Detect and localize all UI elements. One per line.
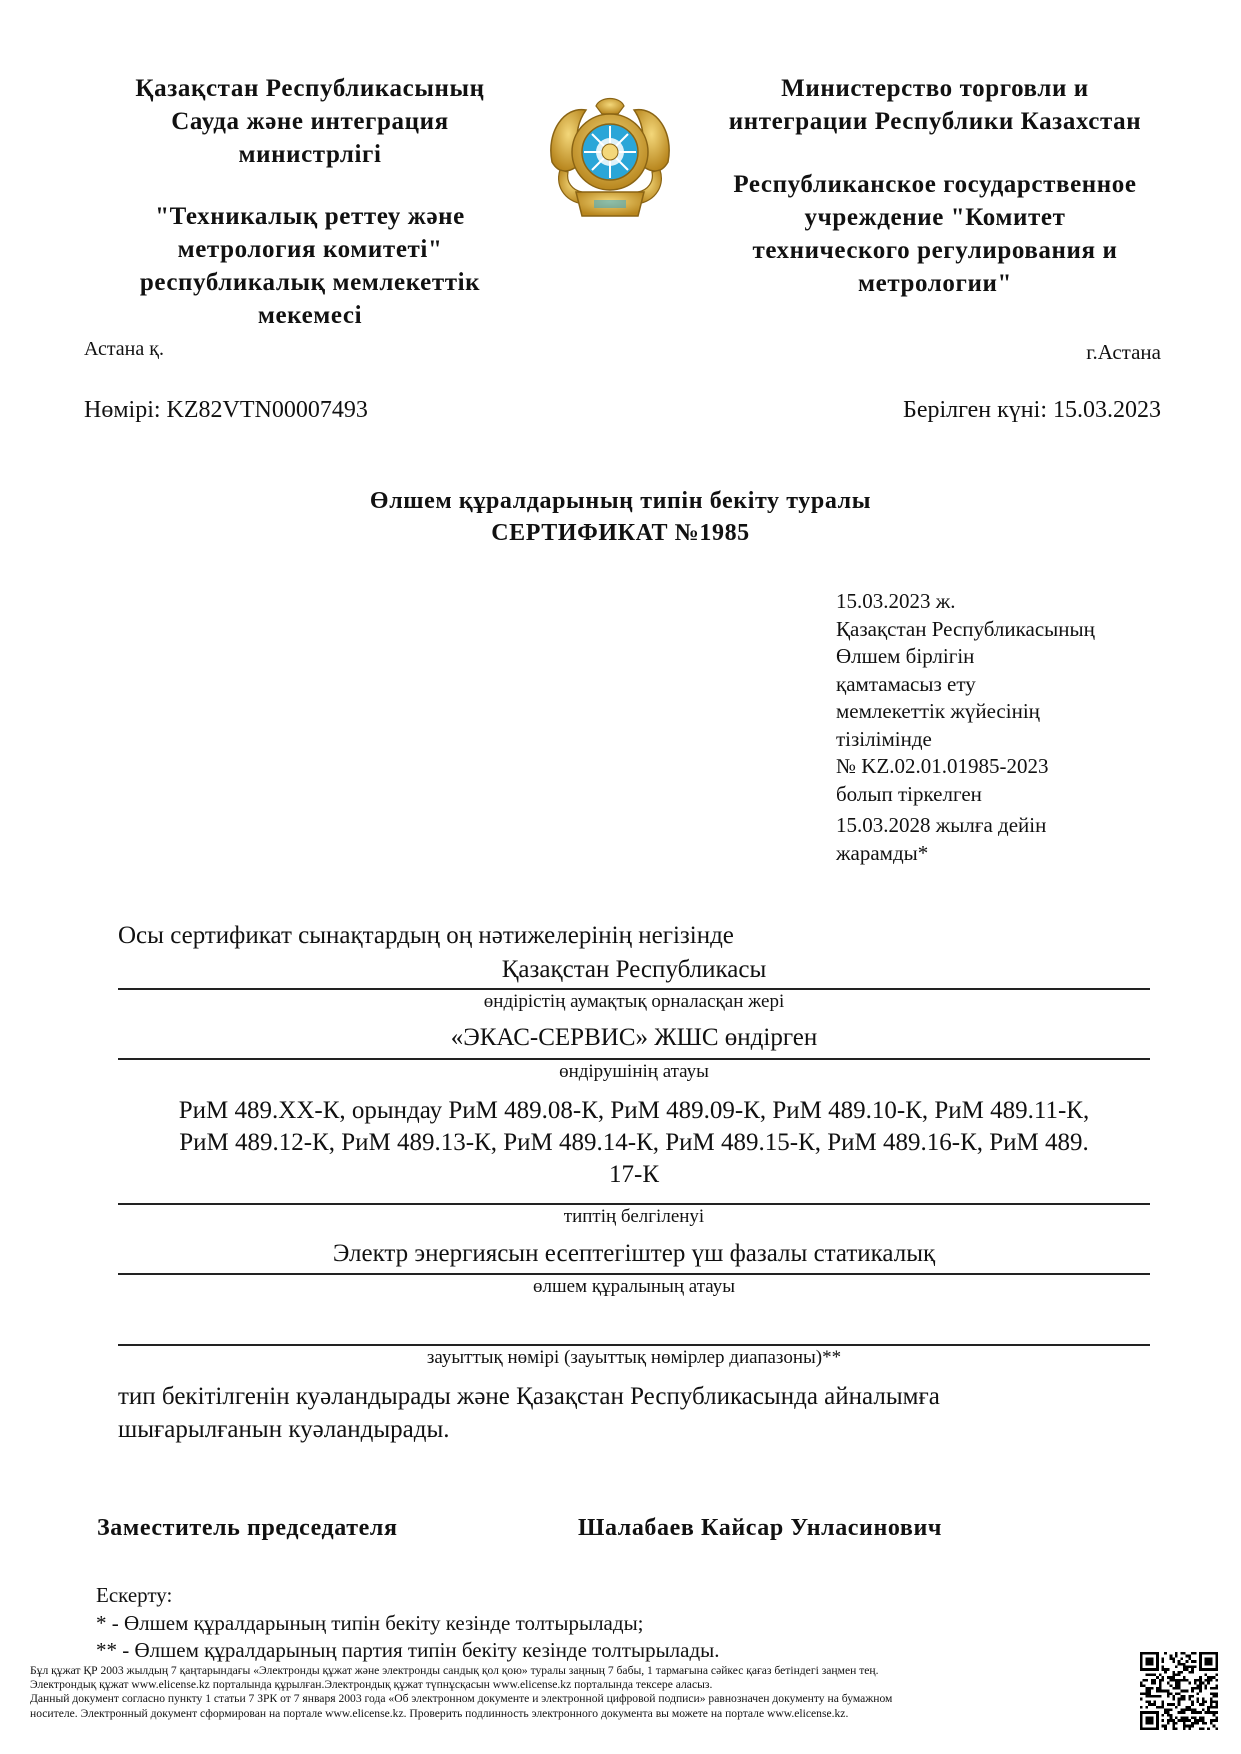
committee-ru-line-3: технического регулирования и bbox=[752, 237, 1118, 264]
serial-underline bbox=[118, 1344, 1150, 1346]
signatory-title: Заместитель председателя bbox=[97, 1515, 398, 1541]
manufacturer-underline bbox=[118, 1058, 1150, 1060]
ministry-ru-line-1: Министерство торговли и bbox=[781, 75, 1089, 102]
serial-caption: зауыттық нөмірі (зауыттық нөмірлер диапазоны)** bbox=[426, 1347, 842, 1368]
type-underline bbox=[118, 1203, 1150, 1205]
instrument-underline bbox=[118, 1273, 1150, 1275]
committee-kz-line-2: метрология комитеті" bbox=[177, 236, 443, 263]
certificate-title: СЕРТИФИКАТ №1985 bbox=[491, 520, 750, 546]
committee-kz-line-4: мекемесі bbox=[257, 302, 363, 329]
ministry-kz-line-2: Сауда және интеграция bbox=[171, 108, 449, 135]
footer-line: Бұл құжат ҚР 2003 жылдың 7 қаңтарындағы «Электронды құжат және электронды сандық қол қою» туралы заңның 7 бабы, 1 тармағына сәйкес қағаз бетіндегі заңмен тең. bbox=[30, 1664, 879, 1677]
header-right bbox=[690, 72, 1180, 300]
footer-line: Электрондық құжат www.elicense.kz порталында құрылған.Электрондық құжат түпнұсқасын www.elicense.kz порталында тексере аласыз. bbox=[30, 1678, 713, 1692]
registration-line: тізілімінде bbox=[836, 726, 932, 751]
manufacturer-value: «ЭКАС-СЕРВИС» ЖШС өндірген bbox=[450, 1024, 818, 1051]
country-underline bbox=[118, 988, 1150, 990]
registration-line: Өлшем бірлігін bbox=[836, 644, 975, 668]
note-item: ** - Өлшем құралдарының партия типін бекіту кезінде толтырылады. bbox=[96, 1638, 720, 1662]
closing-text bbox=[118, 1380, 1118, 1446]
registration-line: 15.03.2023 ж. bbox=[836, 589, 956, 613]
header-left bbox=[90, 72, 530, 332]
document-title: Өлшем құралдарының типін бекіту туралы bbox=[369, 488, 872, 514]
registration-line: № KZ.02.01.01985-2023 bbox=[836, 754, 1049, 778]
city-ru: г.Астана bbox=[1086, 340, 1161, 364]
city-kz: Астана қ. bbox=[84, 338, 164, 360]
committee-ru-line-2: учреждение "Комитет bbox=[804, 204, 1066, 231]
closing-line-2: шығарылғанын куәландырады. bbox=[118, 1416, 450, 1443]
qr-code-icon[interactable] bbox=[1140, 1652, 1218, 1730]
legal-footer bbox=[30, 1664, 1130, 1721]
kazakhstan-state-emblem-icon bbox=[542, 92, 678, 222]
note-item: * - Өлшем құралдарының типін бекіту кезінде толтырылады; bbox=[96, 1610, 644, 1635]
committee-kz-line-1: "Техникалық реттеу және bbox=[155, 203, 465, 230]
signatory-name: Шалабаев Кайсар Унласинович bbox=[578, 1515, 943, 1541]
type-designation-line-3: 17-К bbox=[609, 1161, 659, 1188]
registration-line: Қазақстан Республикасының bbox=[836, 616, 1095, 641]
ministry-ru-line-2: интеграции Республики Казахстан bbox=[728, 108, 1142, 135]
registration-line: қамтамасыз ету bbox=[836, 671, 976, 696]
committee-kz-line-3: республикалық мемлекеттік bbox=[139, 269, 481, 296]
closing-line-1: тип бекітілгенін куәландырады және Қазақстан Республикасында айналымға bbox=[118, 1383, 940, 1410]
registration-block bbox=[836, 588, 1196, 867]
footer-line: носителе. Электронный документ сформирован на портале www.elicense.kz. Проверить подлинность электронного документа вы можете на портале www.elicense.kz. bbox=[30, 1706, 849, 1720]
type-designation-line-2: РиМ 489.12-К, РиМ 489.13-К, РиМ 489.14-К, РиМ 489.15-К, РиМ 489.16-К, РиМ 489. bbox=[179, 1129, 1089, 1156]
registration-line: мемлекеттік жүйесінің bbox=[836, 699, 1040, 723]
intro-text: Осы сертификат сынақтардың оң нәтижелерінің негізінде bbox=[118, 922, 734, 949]
registration-line: жарамды* bbox=[836, 840, 929, 865]
notes-block bbox=[96, 1582, 720, 1665]
ministry-kz-line-1: Қазақстан Республикасының bbox=[135, 75, 485, 102]
issue-date: Берілген күні: 15.03.2023 bbox=[903, 397, 1161, 423]
committee-ru-line-1: Республиканское государственное bbox=[733, 171, 1137, 198]
country-value: Қазақстан Республикасы bbox=[501, 956, 767, 983]
committee-ru-line-4: метрологии" bbox=[858, 270, 1012, 297]
registration-line: болып тіркелген bbox=[836, 781, 982, 806]
manufacturer-caption: өндірушінің атауы bbox=[559, 1061, 709, 1082]
notes-label: Ескерту: bbox=[96, 1583, 173, 1607]
type-caption: типтің белгіленуі bbox=[563, 1206, 705, 1227]
instrument-value: Электр энергиясын есептегіштер үш фазалы статикалық bbox=[332, 1240, 936, 1267]
instrument-caption: өлшем құралының атауы bbox=[533, 1276, 735, 1297]
type-designation-line-1: РиМ 489.XX-К, орындау РиМ 489.08-К, РиМ 489.09-К, РиМ 489.10-К, РиМ 489.11-К, bbox=[178, 1097, 1090, 1124]
registration-line: 15.03.2028 жылға дейін bbox=[836, 813, 1047, 837]
country-caption: өндірістің аумақтық орналасқан жері bbox=[483, 991, 785, 1012]
footer-line: Данный документ согласно пункту 1 статьи 7 ЗРК от 7 января 2003 года «Об электронном документе и электронной цифровой подписи» равнозначен документу на бумажном bbox=[30, 1692, 893, 1706]
ministry-kz-line-3: министрлігі bbox=[238, 141, 382, 168]
certificate-number: Нөмірі: KZ82VTN00007493 bbox=[84, 397, 368, 423]
